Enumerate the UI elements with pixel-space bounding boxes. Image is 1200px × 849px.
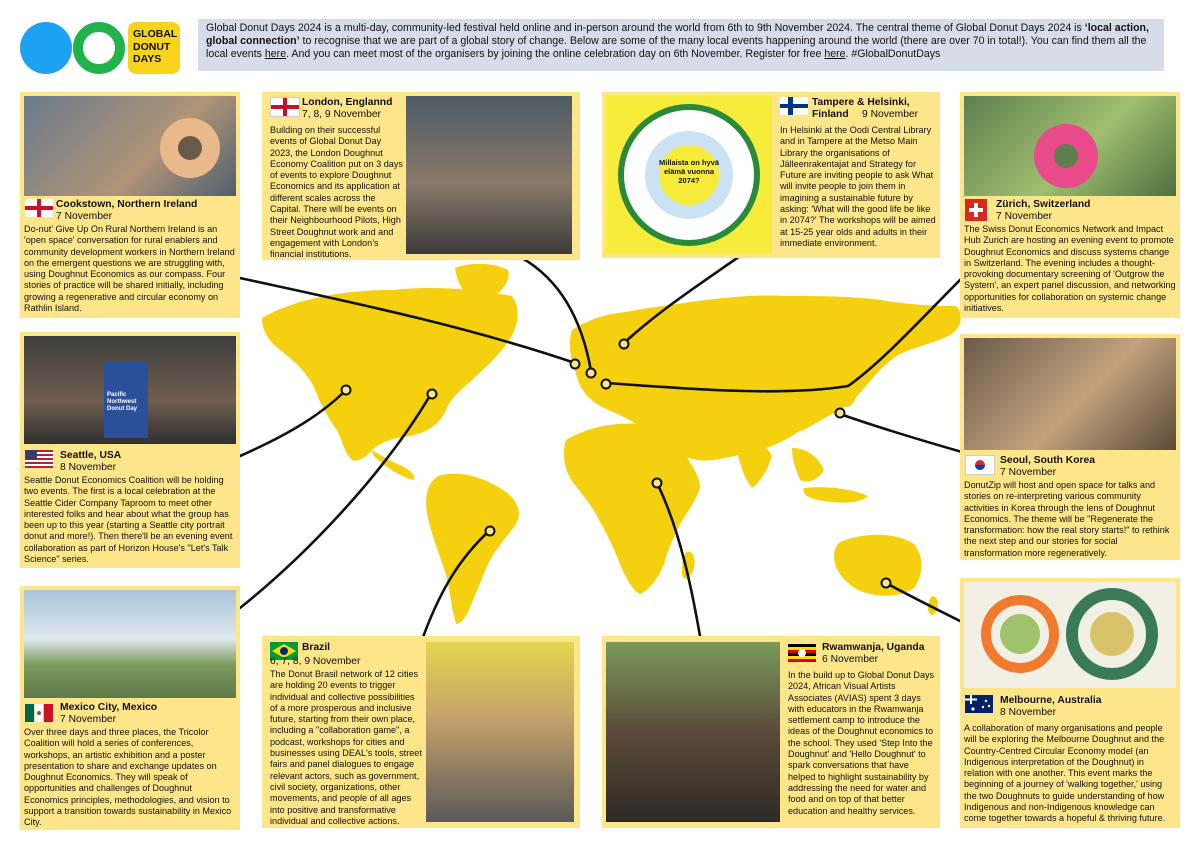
zurich-photo — [964, 96, 1176, 196]
event-card-cookstown — [20, 92, 240, 318]
tampere-image-text: Millaista on hyvä elämä vuonna 2074? — [658, 158, 720, 185]
marker-brazil — [486, 527, 495, 536]
event-card-seoul — [960, 334, 1180, 560]
mexico-date: 7 November — [60, 714, 117, 725]
marker-mexico — [428, 390, 437, 399]
seattle-location: Seattle, USA — [60, 450, 122, 461]
donut-float-icon — [24, 96, 236, 196]
japan-shape — [839, 386, 857, 407]
two-doughnuts-diagram-icon — [964, 582, 1176, 688]
line-seoul — [840, 414, 962, 452]
event-card-brazil — [262, 636, 580, 828]
australia-flag-icon — [965, 695, 993, 713]
melbourne-location: Melbourne, Australia — [1000, 695, 1102, 706]
tampere-location: Tampere & Helsinki, Finland — [812, 97, 910, 120]
zurich-date: 7 November — [996, 211, 1053, 222]
finland-flag-icon — [780, 97, 808, 115]
intro-text-1: Global Donut Days 2024 is a multi-day, community-led festival held online and in-person around the world from 6th to 9th November 2024. The central theme of Global Donut Days 2024 is — [206, 22, 1085, 34]
event-card-london — [262, 92, 580, 260]
event-card-uganda — [602, 636, 940, 828]
uganda-location: Rwamwanja, Uganda — [822, 642, 925, 653]
uganda-date: 6 November — [822, 654, 879, 665]
south-korea-flag-icon — [965, 455, 995, 475]
brazil-photo — [426, 642, 574, 822]
melbourne-description: A collaboration of many organisations and people will be exploring the Melbourne Doughnut and the Country-Centred Circular Economy model (an Indigenous interpretation of the Doughnut) in relation with one another. This event marks the beginning of a journey of 'walking together,' using the two Doughnuts to guide understanding of how Indigenous and non-Indigenous knowledge can come together towards a hopeful & thriving future. — [964, 723, 1166, 824]
event-card-zurich — [960, 92, 1180, 318]
uganda-description: In the build up to Global Donut Days 2024, African Visual Artists Associates (AVIAS) spent 3 days with educators in the Rwamwanja settlement camp to introduce the ideas of the Doughnut economics to the school. They used 'Step Into the Doughnut' and 'Hello Doughnut' to spark conversations that have helped to highlight sustainability by addressing the need for water and food and on top of that better education and healthy services. — [788, 670, 935, 816]
intro-text-2: to recognise that we are part of a global story of change. Below are some of the many local events happening around the world (there are over 70 in total!). You can find them all the local events — [206, 35, 1147, 61]
melbourne-photo — [964, 582, 1176, 688]
brazil-date: 6, 7, 8, 9 November — [270, 656, 361, 667]
london-date: 7, 8, 9 November — [302, 109, 381, 120]
cookstown-location: Cookstown, Northern Ireland — [56, 199, 198, 210]
mexico-photo — [24, 590, 236, 698]
inflatable-donut-icon — [964, 96, 1176, 196]
switzerland-flag-icon — [965, 199, 987, 221]
seattle-photo — [24, 336, 236, 444]
logo-line-3: DAYS — [133, 53, 162, 65]
register-here-link[interactable]: here — [824, 48, 846, 61]
brazil-description: The Donut Brasil network of 12 cities are holding 20 events to trigger individual and collective possibilities of a more prosperous and inclusive future, starting from their own place, including a "collaboration game", a podcast, workshops for cities and businesses using DEAL's tools, street fairs and panel dialogues to engage relevant actors, such as government, civil society, organizations, other movements, and people of all ages into positive and transformative individual and collective actions. — [270, 669, 422, 826]
london-description: Building on their successful events of Global Donut Day 2023, the London Doughnut Economy Coalition put on 3 days of events to explore Doughnut Economics and its application at different scales across the Capital. There will be events on their Neighbourhood Pilots, High Street Doughnut work and and engagement with London’s financial institutions. — [270, 125, 403, 260]
events-here-link[interactable]: here — [264, 48, 287, 61]
marker-zurich — [602, 380, 611, 389]
intro-text-3: . And you can meet most of the organisers by joining the online celebration day on 6th November. Register for free — [286, 48, 825, 61]
seoul-location: Seoul, South Korea — [1000, 455, 1095, 466]
mexico-location: Mexico City, Mexico — [60, 702, 158, 713]
cookstown-photo — [24, 96, 236, 196]
marker-cookstown — [571, 360, 580, 369]
southeast-asia-shape — [792, 448, 824, 482]
seattle-description: Seattle Donut Economics Coalition will be holding two events. The first is a local celebration at the Seattle Cider Company Taproom to meet other interested folks and hear about what the group has been up to this year (starting a Seattle city portrait donut and more!). Then there'll be an evening event collaboration as part of Horizon House's "Let's Talk Science" series. — [24, 475, 233, 565]
line-melbourne — [886, 583, 962, 622]
australia-shape — [834, 535, 922, 596]
marker-melbourne — [882, 579, 891, 588]
marker-seattle — [342, 386, 351, 395]
event-card-mexico — [20, 586, 240, 830]
cookstown-description: Do-nut’ Give Up On Rural Northern Ireland is an 'open space' conversation for rural enablers and community development workers in Northern Ireland on the emergent questions we are struggling with, using Doughnut Economics as our compass. Four stories of practice will be shared initially, including growing a regenerative and circular economy on Rathlin Island. — [24, 224, 235, 314]
marker-london — [587, 369, 596, 378]
mexico-description: Over three days and three places, the Tricolor Coalition will hold a series of conferences, workshops, an artistic exhibition and a poster presentation to share and exchange updates on Doughnut Economics. They will speak of opportunities and challenges of Doughnut Economics principles, methodologies, and vision to support a transition towards sustainability in Mexico City. — [24, 727, 232, 828]
england-flag-icon — [270, 97, 300, 117]
logo-line-2: DONUT — [133, 40, 171, 53]
zurich-location: Zürich, Switzerland — [996, 199, 1091, 210]
cookstown-date: 7 November — [56, 211, 113, 222]
marker-uganda — [653, 479, 662, 488]
continents — [262, 264, 961, 624]
central-america-shape — [372, 450, 414, 480]
uganda-flag-icon — [788, 644, 816, 662]
intro-text-4: . #GlobalDonutDays — [845, 48, 941, 61]
marker-seoul — [836, 409, 845, 418]
seattle-poster — [104, 362, 148, 438]
northern-ireland-flag-icon — [25, 199, 53, 217]
seoul-description: DonutZip will host and open space for talks and stories on re-interpreting various community activities in Korea through the lens of Doughnut Economics. The theme will be "Regenerate the transformation: how the real story starts!" to rethink the next step and our stories for social transformation more regeneratively. — [964, 480, 1170, 558]
event-card-tampere — [602, 92, 940, 258]
africa-shape — [564, 424, 700, 594]
tampere-date: 9 November — [862, 109, 919, 120]
tampere-photo — [606, 96, 772, 254]
usa-flag-icon — [25, 450, 53, 468]
seattle-image-text: Pacific Northwest Donut Day — [107, 392, 137, 412]
north-america-shape — [262, 288, 518, 461]
seoul-date: 7 November — [1000, 467, 1057, 478]
tampere-description: In Helsinki at the Oodi Central Library and in Tampere at the Metso Main Library the organisations of Jälleenrakentajat and Strategy for Future are inviting people to ask What will invite people to join them in imagining a sustainable future by asking: 'What will the good life be like in 2074?' The workshops will be aimed at 15-25 year olds and adults in their immediate environment. — [780, 125, 936, 248]
logo-line-1: GLOBAL — [133, 28, 178, 40]
zurich-description: The Swiss Donut Economics Network and Impact Hub Zurich are hosting an evening event to promote Doughnut Economics and discuss systems change in Switzerland. The evening includes a thought-provoking documentary screening of 'Outgrow the System', an expert panel discussion, and networking opportunities for collaboration on systemic change initiatives. — [964, 224, 1176, 314]
seoul-photo — [964, 338, 1176, 450]
mexico-flag-icon — [25, 704, 53, 722]
uganda-photo — [606, 642, 780, 822]
indonesia-shape — [804, 487, 868, 502]
event-card-seattle — [20, 332, 240, 568]
seattle-date: 8 November — [60, 462, 117, 473]
london-location: London, Englannd — [302, 97, 393, 108]
melbourne-date: 8 November — [1000, 707, 1057, 718]
marker-tampere — [620, 340, 629, 349]
brazil-location: Brazil — [302, 642, 331, 653]
intro-theme: ‘local action, global connection’ — [206, 22, 1149, 48]
london-photo — [406, 96, 572, 254]
event-card-melbourne — [960, 578, 1180, 828]
